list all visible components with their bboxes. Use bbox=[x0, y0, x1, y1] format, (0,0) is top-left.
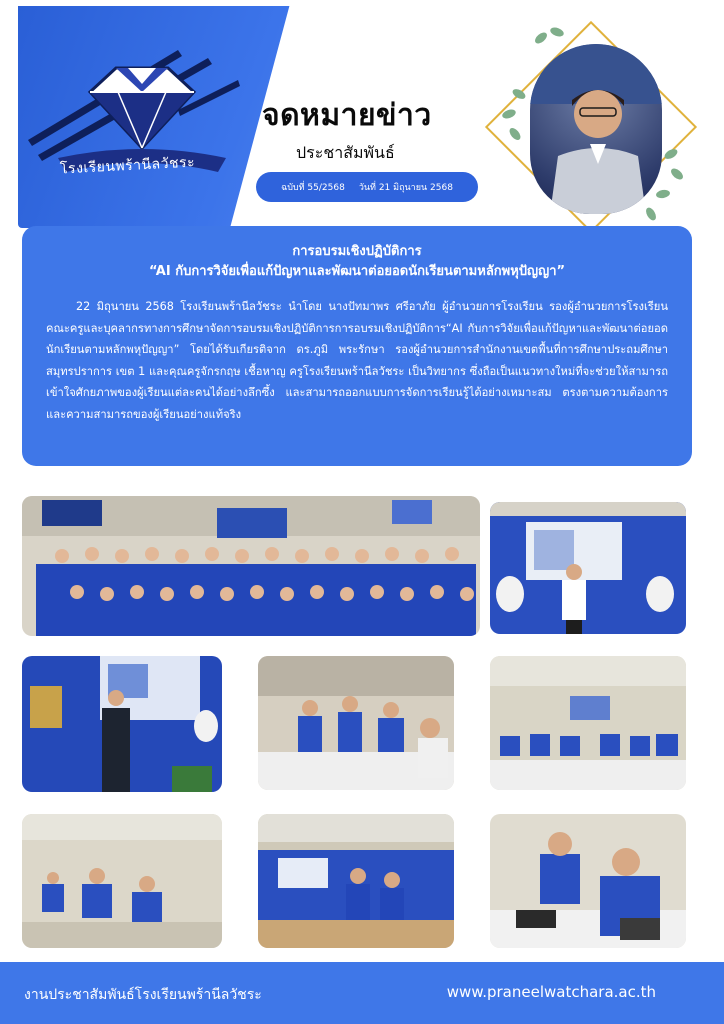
photo-teachers-tablets bbox=[490, 814, 686, 948]
leaf-decoration bbox=[655, 189, 670, 199]
footer-bar bbox=[0, 962, 724, 1024]
issue-number: ฉบับที่ 55/2568 bbox=[281, 183, 345, 193]
photo-speaker-podium bbox=[22, 656, 222, 792]
photo-presenters bbox=[258, 814, 454, 948]
photo-group bbox=[22, 496, 480, 636]
newsletter-title: จดหมายข่าว bbox=[262, 98, 432, 133]
newsletter-subtitle: ประชาสัมพันธ์ bbox=[296, 143, 395, 162]
article-heading-line2: “AI กับการวิจัยเพื่อแก้ปัญหาและพัฒนาต่อยอดนักเรียนตามหลักพหุปัญญา” bbox=[148, 264, 566, 279]
issue-badge bbox=[256, 172, 478, 202]
leaf-decoration bbox=[644, 206, 658, 222]
photo-workshop-table bbox=[258, 656, 454, 790]
leaf-decoration bbox=[669, 166, 685, 181]
director-portrait-frame bbox=[494, 30, 684, 230]
issue-date: วันที่ 21 มิถุนายน 2568 bbox=[358, 183, 453, 193]
article-heading bbox=[22, 242, 692, 282]
article-heading-line1: การอบรมเชิงปฏิบัติการ bbox=[292, 244, 422, 259]
photo-participants-laptops bbox=[22, 814, 222, 948]
director-portrait bbox=[530, 44, 662, 214]
footer-pr-unit: งานประชาสัมพันธ์โรงเรียนพร้านีลวัชระ bbox=[24, 987, 262, 1003]
article-body: 22 มิถุนายน 2568 โรงเรียนพร้านีลวัชระ นำโดย นางปัทมาพร ศรีอาภัย ผู้อำนวยการโรงเรียน รองผู้อำนวยการโรงเรียน คณะครูและบุคลากรทางการศึกษาจัดการอบรมเชิงปฏิบัติการการอบรมเชิงปฏิบัติการ“AI กับการวิจัยเพื่อแก้ปัญหาและพัฒนาต่อยอดนักเรียนตามหลักพหุปัญญา” โดยได้รับเกียรติจาก ดร.ภูมิ พระรักษา รองผู้อำนวยการสำนักงานเขตพื้นที่การศึกษาประถมศึกษาสมุทรปราการ เขต 1 และคุณครูจักรกฤษ เชื้อหาญ ครูโรงเรียนพร้านีลวัชระ เป็นวิทยากร ซึ่งถือเป็นแนวทางใหม่ที่จะช่วยให้สามารถเข้าใจศักยภาพของผู้เรียนแต่ละคนได้อย่างลึกซึ้ง และสามารถออกแบบการจัดการเรียนรู้ได้อย่างเหมาะสม ตรงตามความต้องการและความสามารถของผู้เรียนอย่างแท้จริง bbox=[46, 300, 668, 421]
photo-classroom-wide bbox=[490, 656, 686, 790]
footer-website-link[interactable]: www.praneelwatchara.ac.th bbox=[446, 983, 656, 1001]
article-card bbox=[22, 226, 692, 466]
logo-school-name: โรงเรียนพร้านีลวัชระ bbox=[59, 154, 196, 178]
leaf-decoration bbox=[549, 26, 565, 38]
leaf-decoration bbox=[533, 30, 549, 45]
photo-speaker-stage bbox=[490, 502, 686, 634]
